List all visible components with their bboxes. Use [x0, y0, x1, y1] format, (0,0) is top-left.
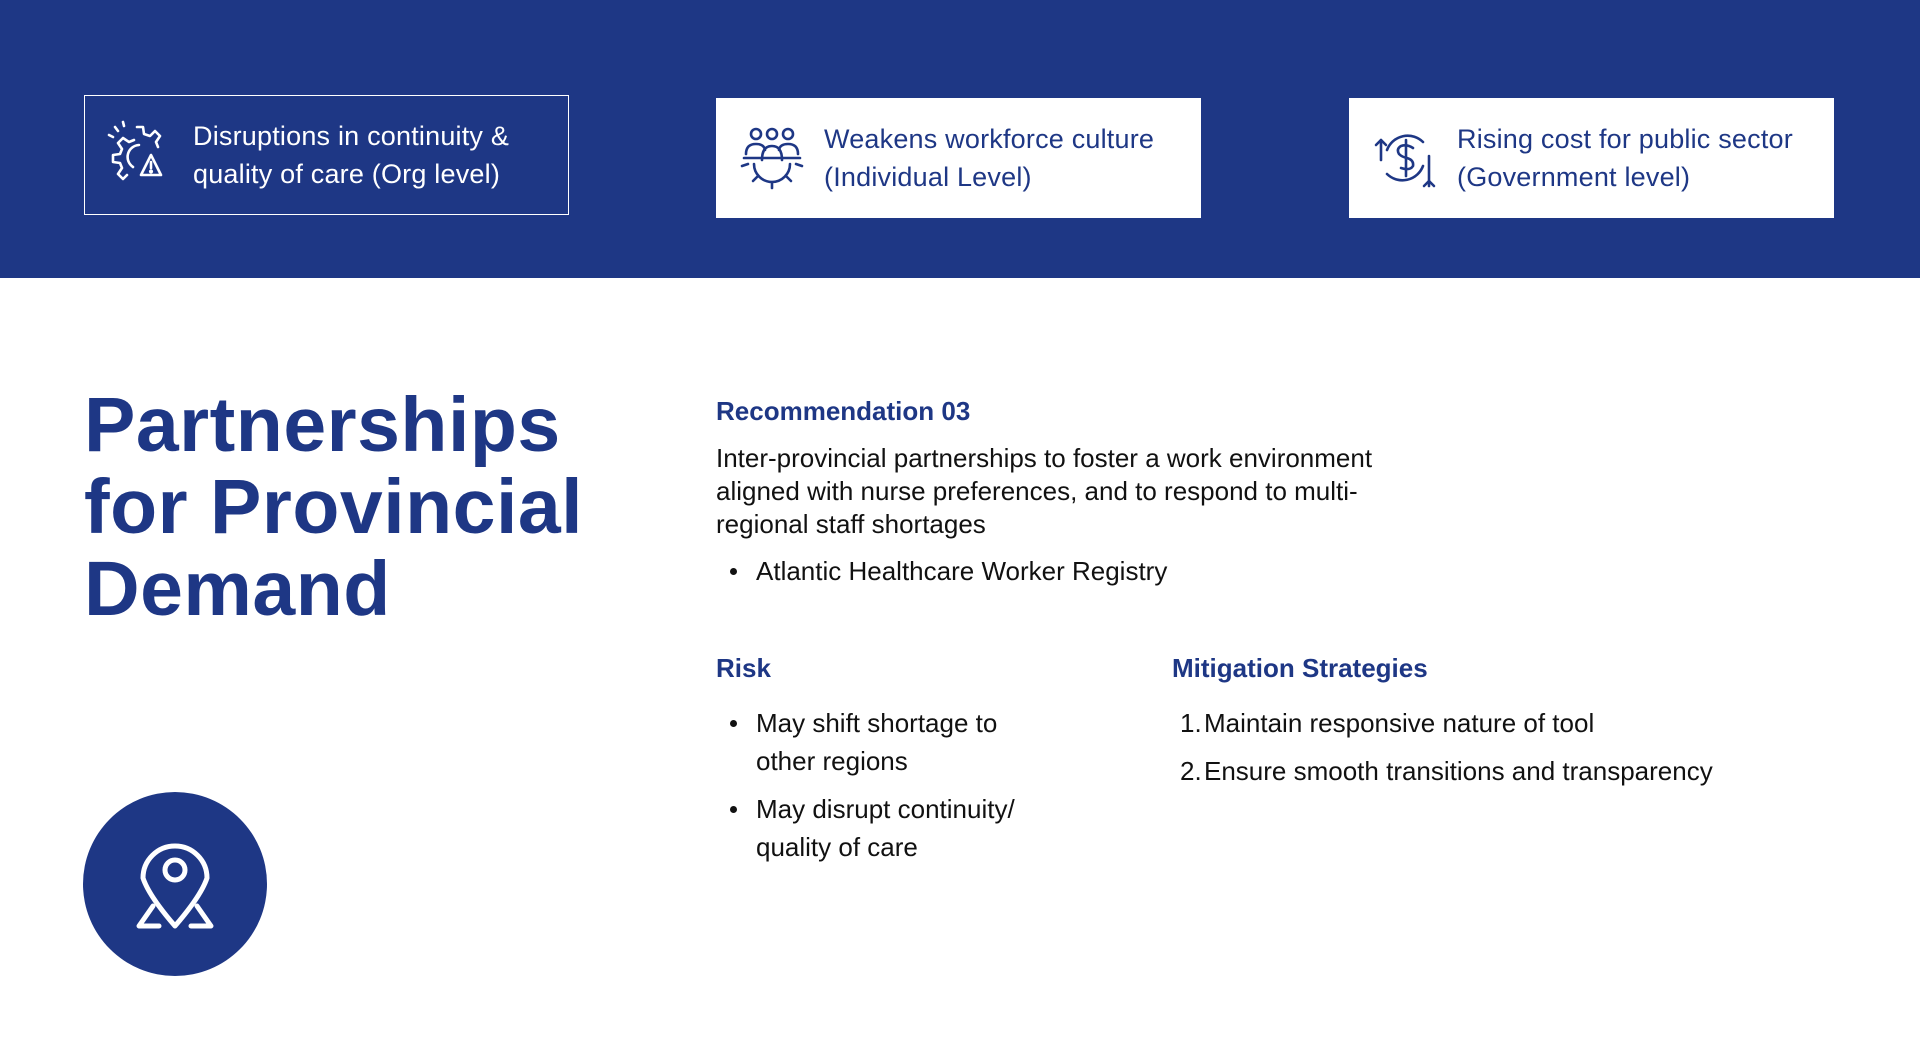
list-item — [1172, 704, 1713, 742]
team-gear-icon — [734, 120, 810, 196]
recommendation-description — [716, 442, 1372, 541]
recommendation-bullets — [716, 552, 1167, 600]
location-pin-badge — [83, 792, 267, 976]
mitigation-item-1-number: 1. — [1180, 708, 1202, 738]
gear-warning-icon — [103, 117, 179, 193]
risk-list — [716, 704, 1015, 876]
impact-card-individual-line-1: Weakens workforce culture — [824, 124, 1155, 154]
list-item — [716, 790, 1015, 866]
risk-item-2-line-2: quality of care — [756, 832, 918, 862]
risk-item-1-line-1: May shift shortage to — [756, 708, 998, 738]
page-title — [84, 384, 583, 630]
mitigation-list — [1172, 704, 1713, 800]
risk-item-2-line-1: May disrupt continuity/ — [756, 794, 1015, 824]
impact-card-government-text — [1457, 120, 1793, 196]
risk-heading: Risk — [716, 653, 771, 683]
mitigation-item-2-text: Ensure smooth transitions and transparency — [1204, 756, 1713, 786]
impact-card-org-text — [193, 117, 509, 193]
recommendation-description-line-2: aligned with nurse preferences, and to respond to multi- — [716, 476, 1358, 506]
impact-card-org-line-2: quality of care (Org level) — [193, 159, 501, 189]
impact-card-individual-text — [824, 120, 1154, 196]
recommendation-heading: Recommendation 03 — [716, 396, 971, 426]
mitigation-item-1-text: Maintain responsive nature of tool — [1204, 708, 1595, 738]
list-item — [716, 704, 1015, 780]
location-pin-icon — [83, 792, 267, 976]
impact-card-government-line-2: (Government level) — [1457, 162, 1691, 192]
top-banner — [0, 0, 1920, 278]
mitigation-item-2-number: 2. — [1180, 756, 1202, 786]
impact-card-individual — [716, 98, 1201, 218]
recommendation-description-line-3: regional staff shortages — [716, 509, 986, 539]
mitigation-heading: Mitigation Strategies — [1172, 653, 1428, 683]
page-title-line-3: Demand — [84, 546, 391, 632]
dollar-cycle-icon — [1367, 120, 1443, 196]
recommendation-description-line-1: Inter-provincial partnerships to foster a work environment — [716, 443, 1373, 473]
list-item — [716, 552, 1167, 590]
impact-card-individual-line-2: (Individual Level) — [824, 162, 1032, 192]
impact-card-government — [1349, 98, 1834, 218]
recommendation-bullet-text: Atlantic Healthcare Worker Registry — [756, 556, 1168, 586]
page-title-line-1: Partnerships — [84, 382, 561, 468]
impact-card-org-line-1: Disruptions in continuity & — [193, 121, 510, 151]
list-item — [1172, 752, 1713, 790]
impact-card-government-line-1: Rising cost for public sector — [1457, 124, 1793, 154]
impact-card-org — [84, 95, 569, 215]
page-title-line-2: for Provincial — [84, 464, 584, 550]
risk-item-1-line-2: other regions — [756, 746, 908, 776]
